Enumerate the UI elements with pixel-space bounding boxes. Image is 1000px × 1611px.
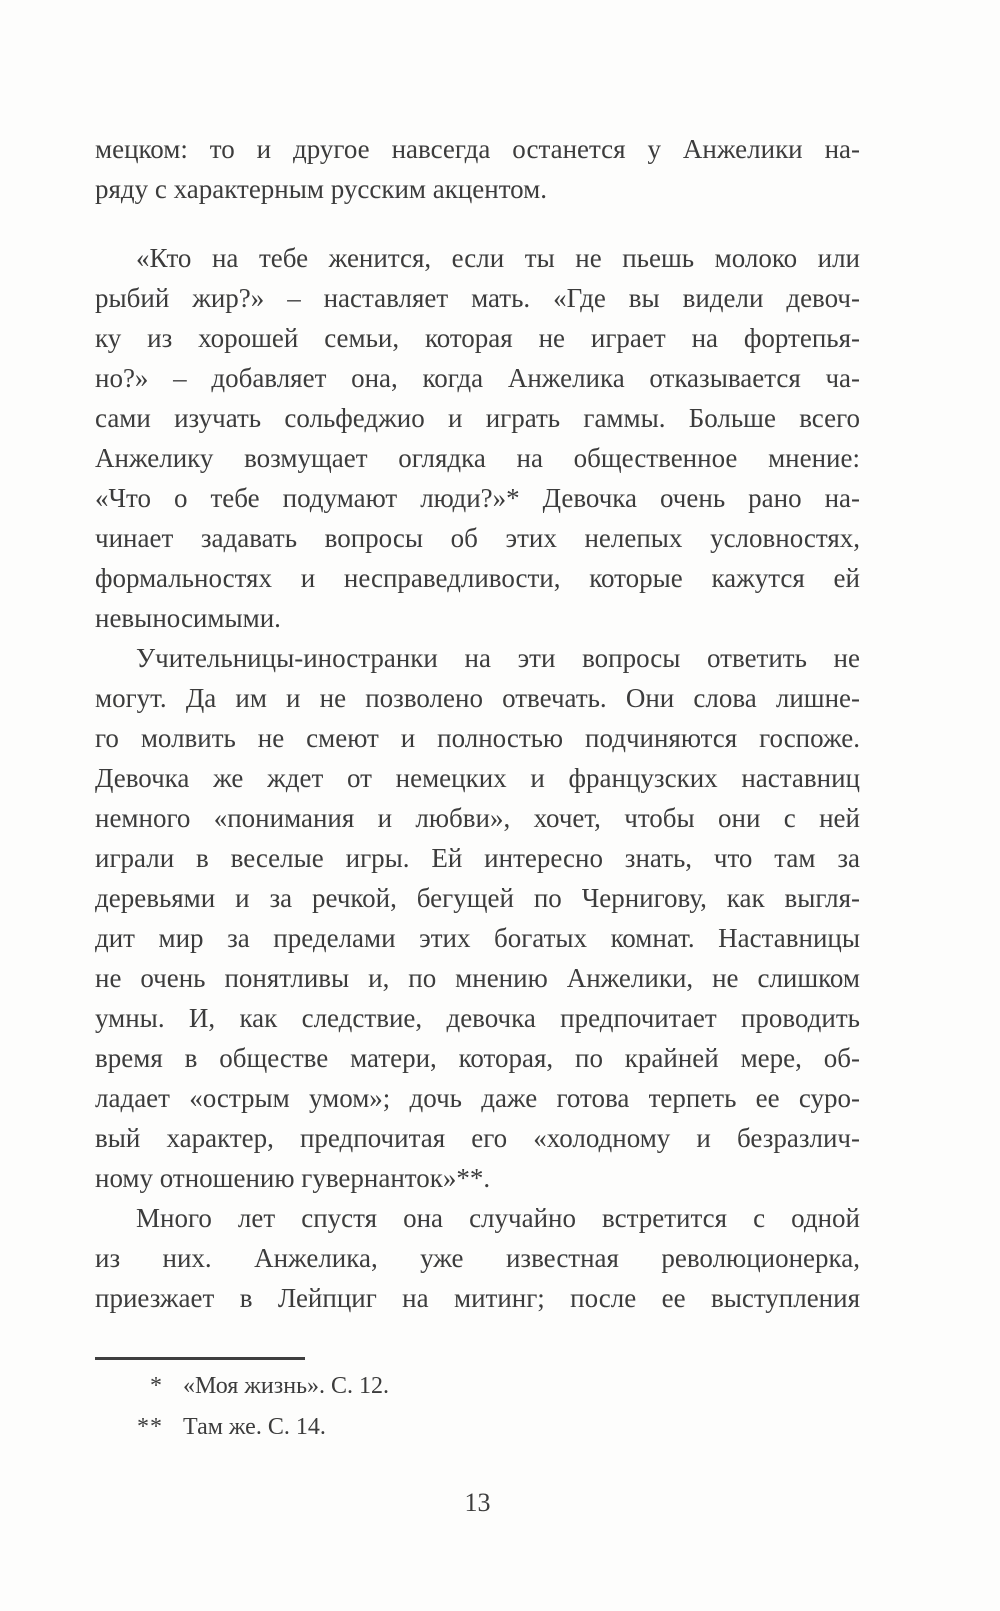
text-line: но?» – добавляет она, когда Анжелика отказывается ча- <box>95 363 860 393</box>
text-line: «Кто на тебе женится, если ты не пьешь молоко или <box>136 243 860 273</box>
text-line: вый характер, предпочитая его «холодному и безразлич- <box>95 1123 860 1153</box>
text-line: го молвить не смеют и полностью подчиняются госпоже. <box>95 723 860 753</box>
text-line: ному отношению гувернанток»**. <box>95 1163 491 1193</box>
footnote-text: Там же. С. 14. <box>183 1414 326 1440</box>
footnote-text: «Моя жизнь». С. 12. <box>183 1373 390 1399</box>
page-number: 13 <box>464 1488 491 1517</box>
text-line: ряду с характерным русским акцентом. <box>95 174 547 204</box>
text-line: Девочка же ждет от немецких и французских наставниц <box>95 763 860 793</box>
text-line: немного «понимания и любви», хочет, чтобы они с ней <box>95 803 860 833</box>
text-line: время в обществе матери, которая, по крайней мере, об- <box>95 1043 860 1073</box>
paragraph <box>95 129 860 209</box>
footnote-marker: ** <box>137 1414 163 1440</box>
text-line: Учительницы-иностранки на эти вопросы ответить не <box>136 643 860 673</box>
text-line: играли в веселые игры. Ей интересно знать, что там за <box>95 843 860 873</box>
text-line: ладает «острым умом»; дочь даже готова терпеть ее суро- <box>95 1083 860 1113</box>
text-line: чинает задавать вопросы об этих нелепых условностях, <box>95 523 860 553</box>
footnote <box>95 1407 860 1448</box>
text-line: формальностях и несправедливости, которые кажутся ей <box>95 563 860 593</box>
paragraph <box>95 238 860 638</box>
footnotes <box>95 1366 860 1448</box>
text-line: умны. И, как следствие, девочка предпочитает проводить <box>95 1003 860 1033</box>
text-line: Много лет спустя она случайно встретится с одной <box>136 1203 860 1233</box>
text-line: деревьями и за речкой, бегущей по Чернигову, как выгля- <box>95 883 860 913</box>
text-line: ку из хорошей семьи, которая не играет на фортепья- <box>95 323 860 353</box>
text-line: дит мир за пределами этих богатых комнат. Наставницы <box>95 923 860 953</box>
text-line: могут. Да им и не позволено отвечать. Они слова лишне- <box>95 683 860 713</box>
text-line: рыбий жир?» – наставляет мать. «Где вы видели девоч- <box>95 283 860 313</box>
text-line: из них. Анжелика, уже известная революционерка, <box>95 1243 860 1273</box>
footnote <box>95 1366 860 1407</box>
paragraph <box>95 1198 860 1318</box>
text-line: приезжает в Лейпциг на митинг; после ее выступления <box>95 1283 860 1313</box>
text-block <box>95 129 860 1318</box>
text-line: «Что о тебе подумают люди?»* Девочка очень рано на- <box>95 483 860 513</box>
text-line: сами изучать сольфеджио и играть гаммы. Больше всего <box>95 403 860 433</box>
text-line: мецком: то и другое навсегда останется у Анжелики на- <box>95 134 860 164</box>
footnote-separator-rule <box>95 1357 305 1360</box>
text-line: невыносимыми. <box>95 603 281 633</box>
footnote-marker: * <box>150 1373 163 1399</box>
text-line: Анжелику возмущает оглядка на общественное мнение: <box>95 443 860 473</box>
paragraph <box>95 638 860 1198</box>
text-line: не очень понятливы и, по мнению Анжелики, не слишком <box>95 963 860 993</box>
